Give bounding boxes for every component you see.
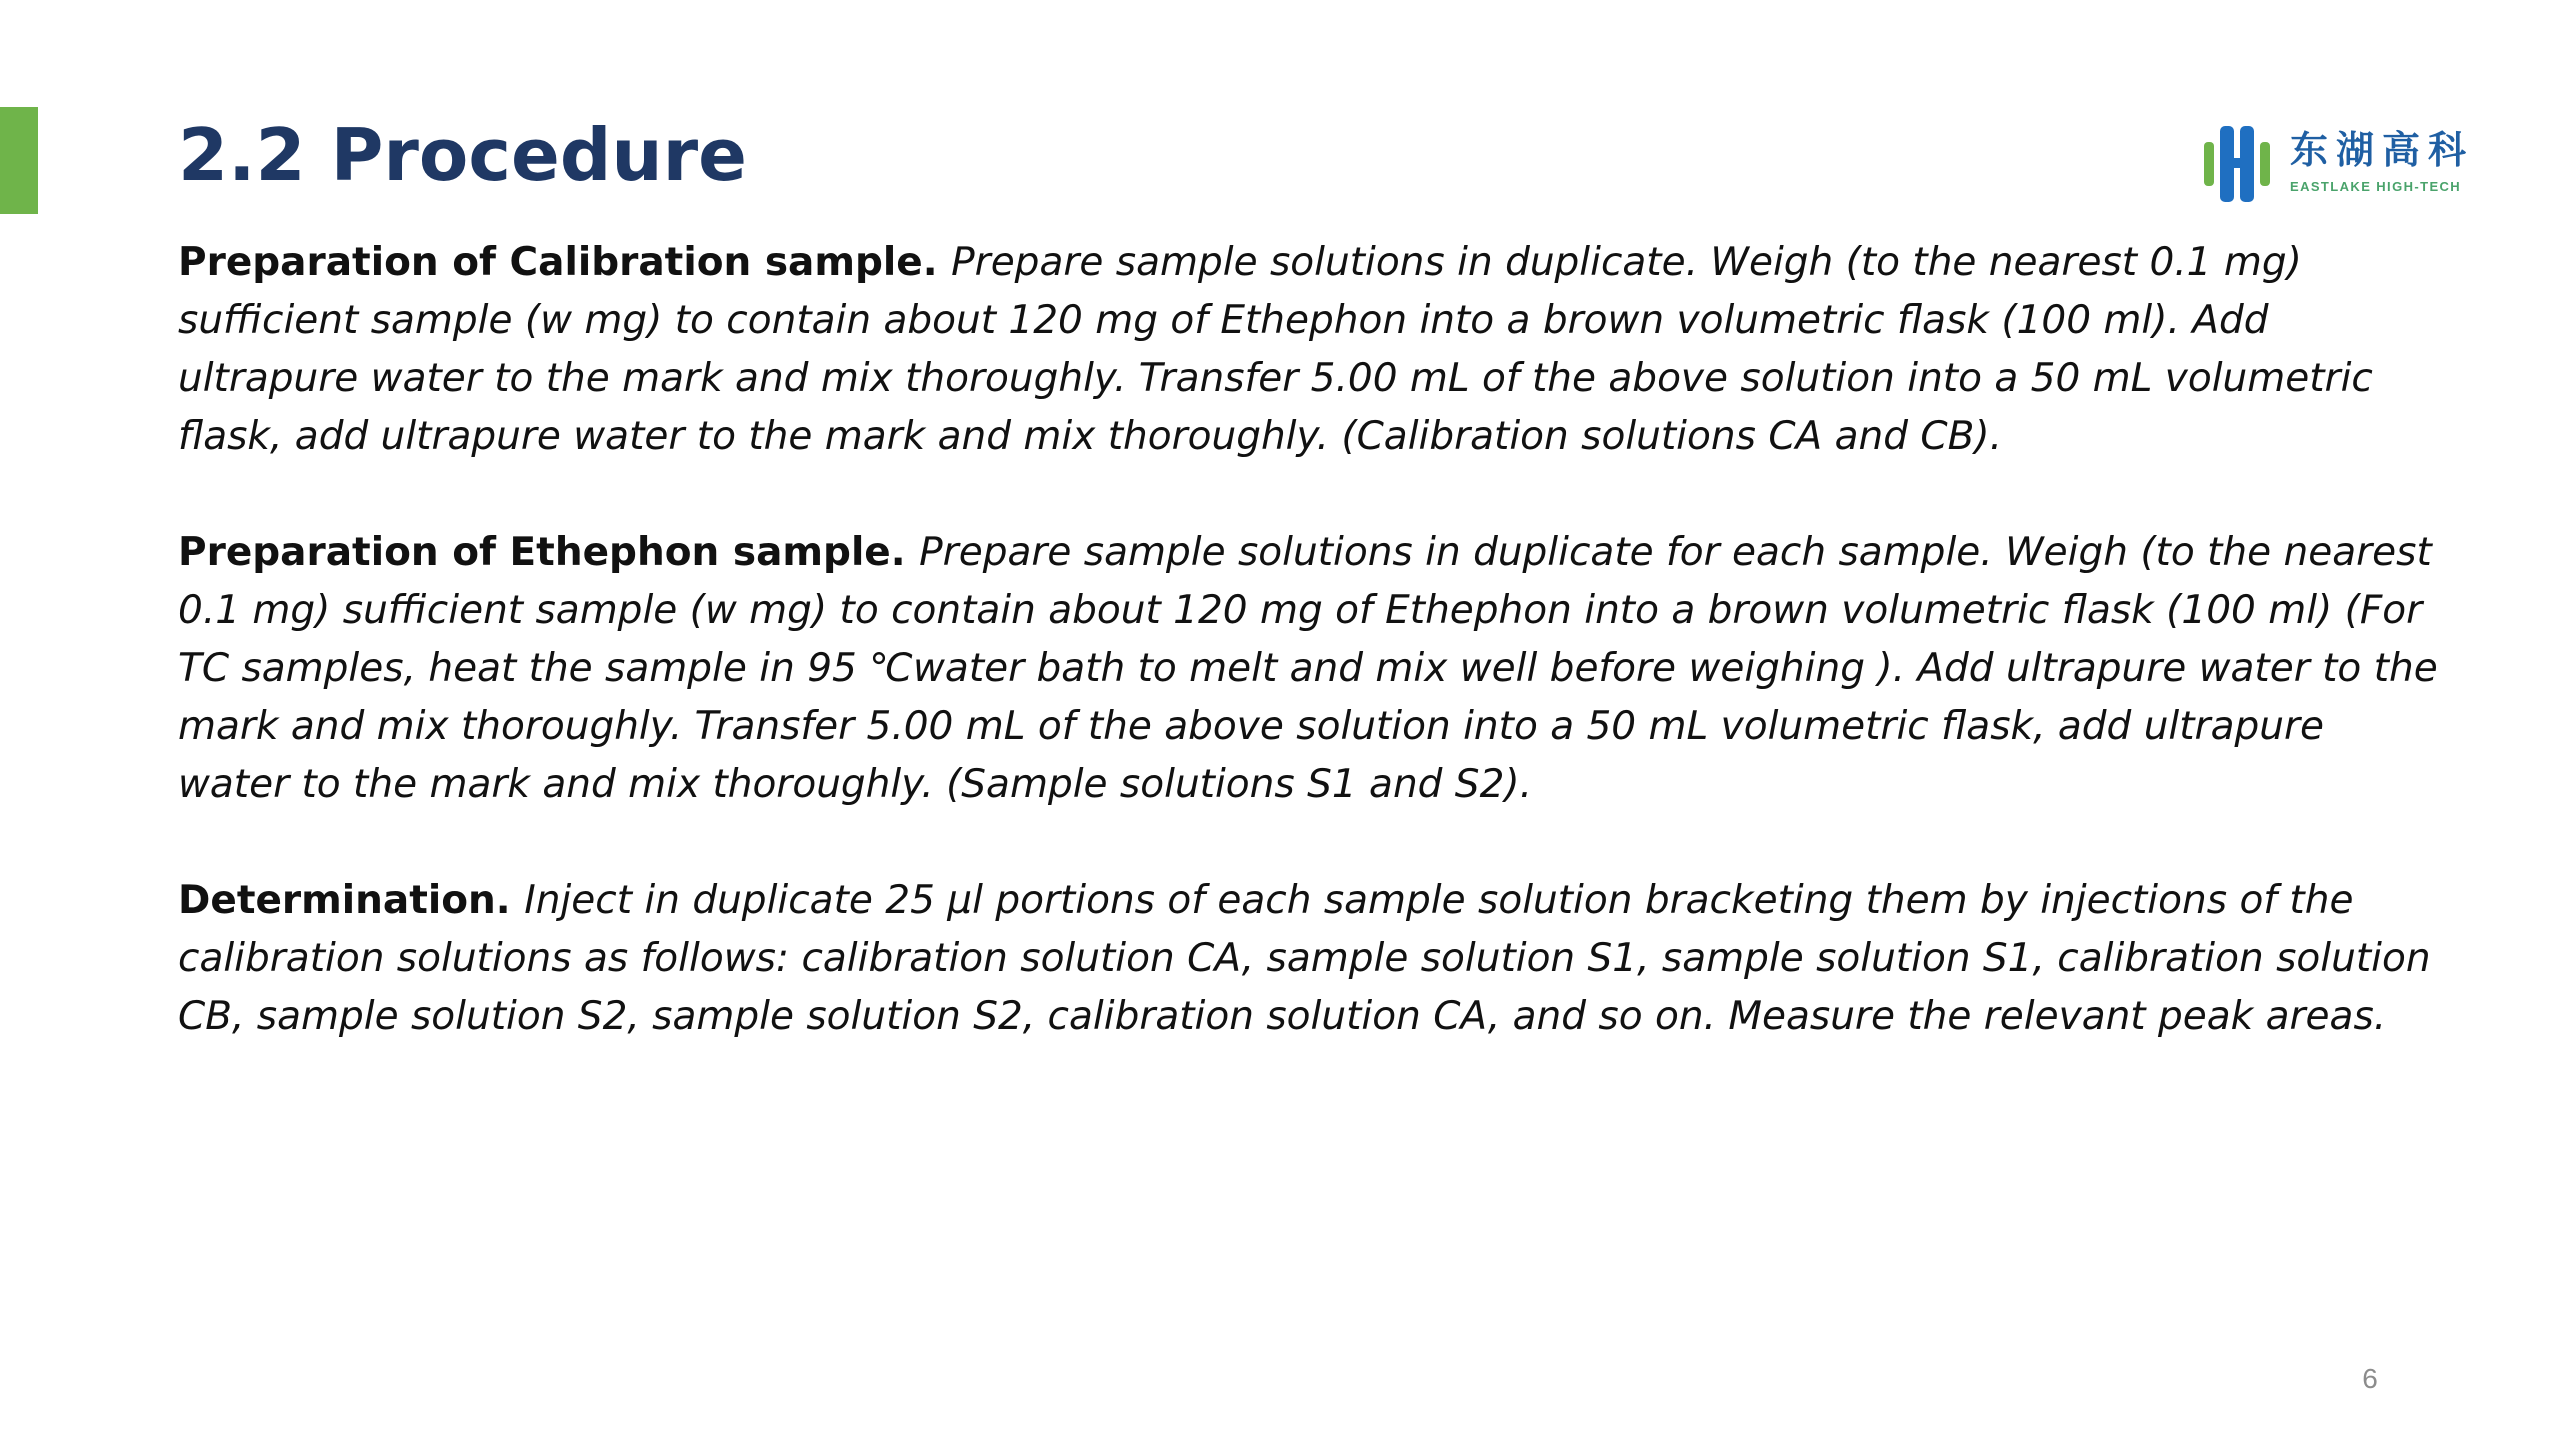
page-number: 6 <box>2362 1363 2378 1394</box>
paragraph-calibration <box>178 234 2438 466</box>
logo-chinese-name: 东湖高科 <box>2290 128 2475 172</box>
paragraph-lead: Preparation of Calibration sample. <box>178 240 952 285</box>
paragraph-body: Inject in duplicate 25 µl portions of each sample solution bracketing them by injections of the calibration solutions as follows: calibration solution CA, sample solution S1, sample solution S1, calibration solution CB, sample solution S2, sample solution S2, calibration solution CA, and so on. Measure the relevant peak areas. <box>178 878 2431 1039</box>
company-logo <box>2192 112 2492 216</box>
paragraph-body: Prepare sample solutions in duplicate for each sample. Weigh (to the nearest 0.1 mg) sufficient sample (w mg) to contain about 120 mg of Ethephon into a brown volumetric flask (100 ml) (For TC samples, heat the sample in 95 ℃water bath to melt and mix well before weighing ). Add ultrapure water to the mark and mix thoroughly. Transfer 5.00 mL of the above solution into a 50 mL volumetric flask, add ultrapure water to the mark and mix thoroughly. (Sample solutions S1 and S2). <box>178 530 2438 807</box>
eastlake-hexagon-logo-icon <box>2192 112 2282 216</box>
procedure-content <box>178 234 2438 1104</box>
paragraph-body: Prepare sample solutions in duplicate. Weigh (to the nearest 0.1 mg) sufficient sample (w mg) to contain about 120 mg of Ethephon into a brown volumetric flask (100 ml). Add ultrapure water to the mark and mix thoroughly. Transfer 5.00 mL of the above solution into a 50 mL volumetric flask, add ultrapure water to the mark and mix thoroughly. (Calibration solutions CA and CB). <box>178 240 2373 459</box>
paragraph-determination <box>178 872 2438 1046</box>
slide-title: 2.2 Procedure <box>178 113 748 197</box>
logo-english-name: EASTLAKE HIGH-TECH <box>2290 179 2462 194</box>
accent-bar <box>0 107 38 214</box>
paragraph-ethephon-sample <box>178 524 2438 814</box>
paragraph-lead: Preparation of Ethephon sample. <box>178 530 920 575</box>
paragraph-lead: Determination. <box>178 878 525 923</box>
